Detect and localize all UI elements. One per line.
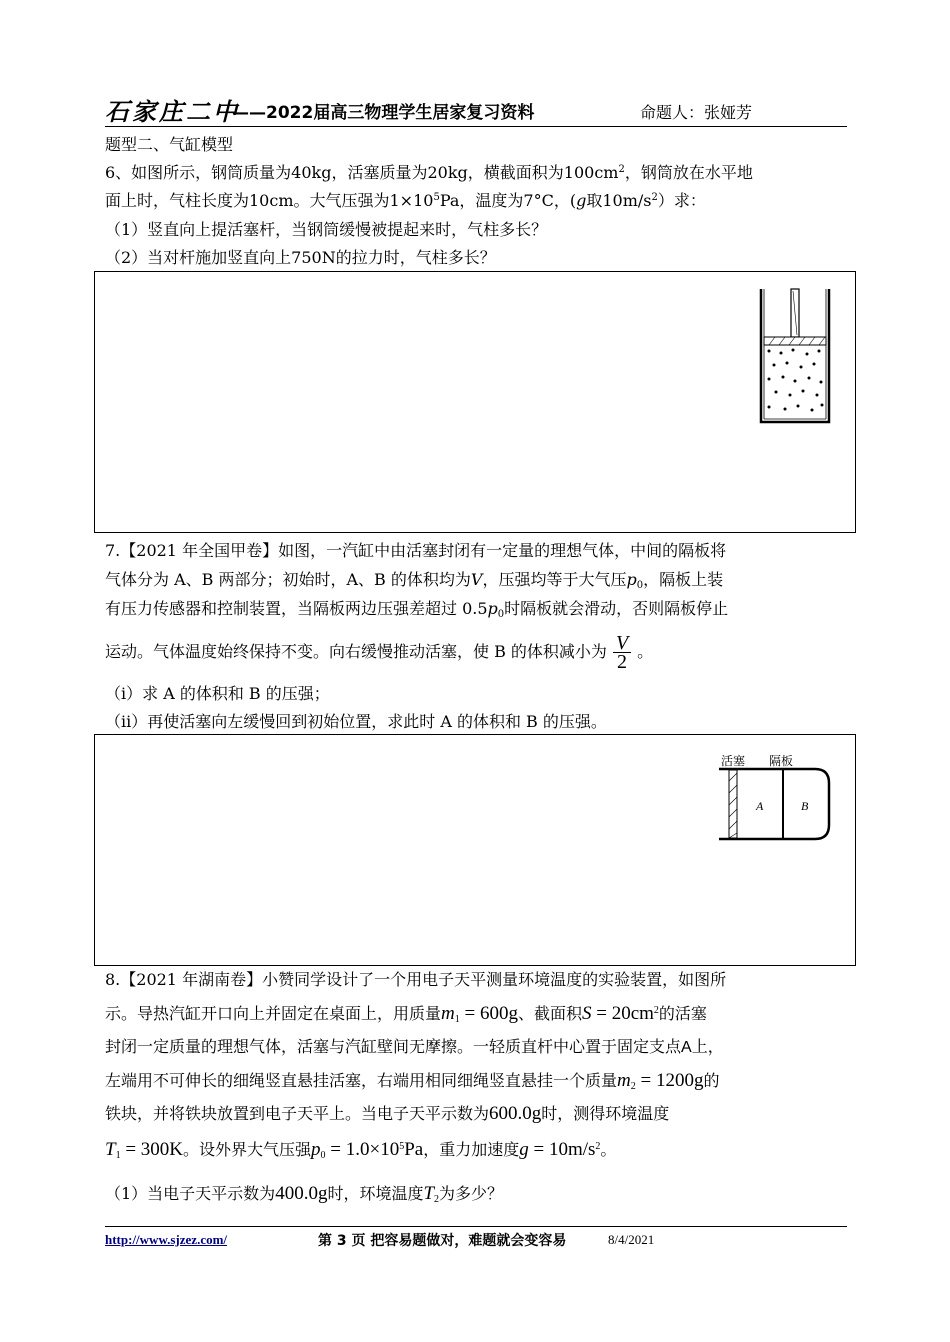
section-title: 题型二、气缸模型: [105, 135, 234, 154]
region-b-label: B: [801, 799, 809, 813]
header-rule: [105, 126, 847, 127]
q6-line-1: 6、如图所示，钢筒质量为40kg，活塞质量为20kg，横截面积为$100cm^2$，钢筒放在水平地: [105, 163, 753, 182]
region-a-label: A: [756, 799, 764, 813]
q7-line-1: 7.【2021 年全国甲卷】如图，一汽缸中由活塞封闭有一定量的理想气体，中间的隔板将: [105, 541, 727, 560]
footer-rule: [105, 1226, 847, 1227]
q7-line-3: 有压力传感器和控制装置，当隔板两边压强差超过 $0.5p_0$时隔板就会滑动，否则隔板停止: [105, 599, 729, 620]
q8-line-1: 8.【2021 年湖南卷】小赞同学设计了一个用电子天平测量环境温度的实验装置，如图所: [105, 970, 727, 989]
q6-line-2: 面上时，气柱长度为10cm。大气压强为$1\times 10^5Pa$，温度为7°C，(g取$10m/s^2$）求：: [105, 191, 706, 210]
q6-cylinder-figure: [757, 287, 837, 427]
footer-page-motto: 第 3 页 把容易题做对，难题就会变容易: [318, 1233, 567, 1249]
q8-line-4: 左端用不可伸长的细绳竖直悬挂活塞，右端用相同细绳竖直悬挂一个质量$m_2 = 1200g$的: [105, 1070, 720, 1092]
q7-answer-box[interactable]: [94, 734, 856, 966]
q8-part-1: （1）当电子天平示数为400.0g时，环境温度$T_2$为多少？: [105, 1183, 504, 1205]
q7-line-2: 气体分为 A、B 两部分；初始时，A、B 的体积均为V，压强均等于大气压$p_0$，隔板上装: [105, 570, 724, 591]
q8-line-2: 示。导热汽缸开口向上并固定在桌面上，用质量$m_1 = 600g$、截面积$S = 20cm^2$的活塞: [105, 1003, 707, 1025]
q7-part-2: （ii）再使活塞向左缓慢回到初始位置，求此时 A 的体积和 B 的压强。: [105, 712, 607, 731]
q8-line-5: 铁块，并将铁块放置到电子天平上。当电子天平示数为600.0g时，测得环境温度: [105, 1103, 670, 1124]
q8-line-6: $T_1 = 300K$。设外界大气压强$p_0 = 1.0\times 10^5Pa$，重力加速度$g = 10m/s^2$。: [105, 1139, 617, 1161]
q6-answer-box[interactable]: [94, 271, 856, 533]
footer-website-link[interactable]: http://www.sjzez.com/: [105, 1232, 228, 1247]
footer-date: 8/4/2021: [608, 1232, 655, 1247]
fraction-v-over-2: $\frac{V}{2}$: [613, 634, 631, 671]
q8-line-3: 封闭一定质量的理想气体，活塞与汽缸壁间无摩擦。一轻质直杆中心置于固定支点A上，: [105, 1037, 724, 1056]
school-logo: 石家庄二中: [105, 97, 240, 126]
q7-cylinder-figure: [715, 767, 835, 847]
q7-line-4: 运动。气体温度始终保持不变。向右缓慢推动活塞，使 B 的体积减小为 $\frac{V}{2}$ 。: [105, 632, 654, 673]
author-label: 命题人：张娅芳: [640, 103, 753, 122]
document-title: ——2022届高三物理学生居家复习资料: [232, 103, 535, 123]
q6-part-1: （1）竖直向上提活塞杆，当钢筒缓慢被提起来时，气柱多长？: [105, 220, 548, 239]
q6-part-2: （2）当对杆施加竖直向上750N的拉力时，气柱多长？: [105, 248, 496, 267]
partition-label: 隔板: [769, 754, 794, 768]
q7-part-1: （i）求 A 的体积和 B 的压强；: [105, 684, 330, 703]
piston-label: 活塞: [721, 754, 746, 768]
